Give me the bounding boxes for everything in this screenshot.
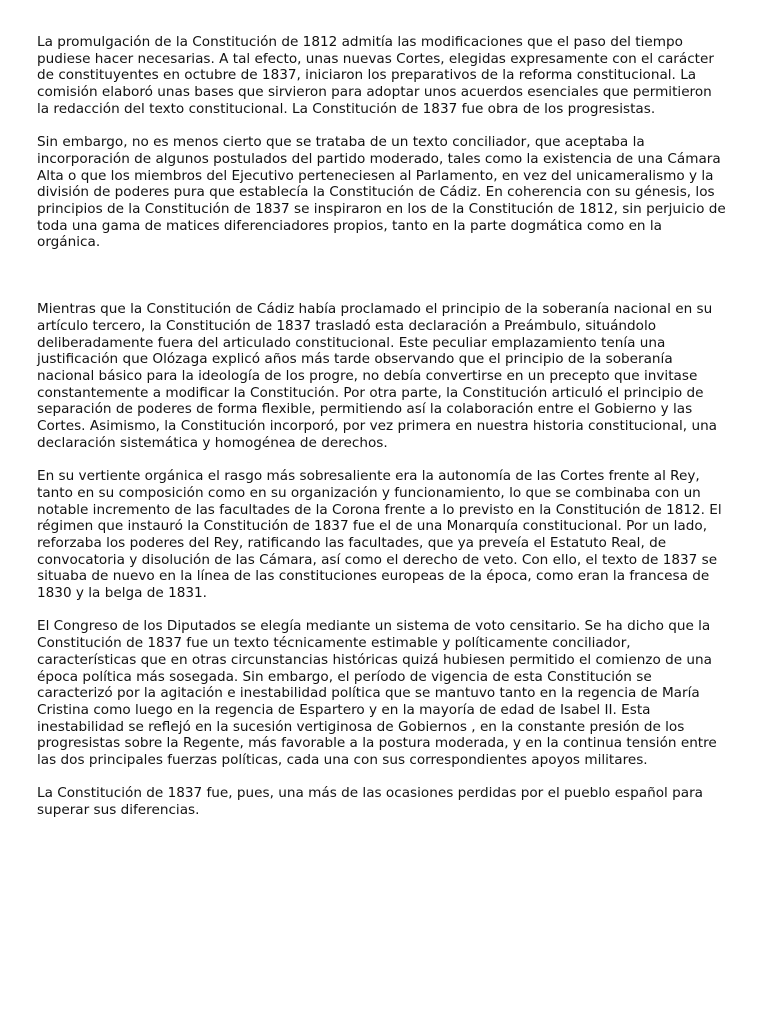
paragraph-4: En su vertiente orgánica el rasgo más sobresaliente era la autonomía de las Cortes frente al Rey, tanto en su composición como en su organización y funcionamiento, lo que se combinaba con un notable incremento de las facultades de la Corona frente a lo previsto en la Constitución de 1812. El régimen que instauró la Constitución de 1837 fue el de una Monarquía constitucional. Por un lado, reforzaba los poderes del Rey, ratificando las facultades, que ya preveía el Estatuto Real, de convocatoria y disolución de las Cámara, así como el derecho de veto. Con ello, el texto de 1837 se situaba de nuevo en la línea de las constituciones europeas de la época, como eran la francesa de 1830 y la belga de 1831. <box>37 468 722 602</box>
paragraph-1: La promulgación de la Constitución de 1812 admitía las modificaciones que el paso del tiempo pudiese hacer necesarias. A tal efecto, unas nuevas Cortes, elegidas expresamente con el carácter de constituyentes en octubre de 1837, iniciaron los preparativos de la reforma constitucional. La comisión elaboró unas bases que sirvieron para adoptar unos acuerdos esenciales que permitieron la redacción del texto constitucional. La Constitución de 1837 fue obra de los progresistas. <box>37 34 714 117</box>
section-spacer <box>37 251 727 301</box>
paragraph-spacer <box>37 602 727 619</box>
paragraph-spacer <box>37 769 727 786</box>
paragraph-5: El Congreso de los Diputados se elegía mediante un sistema de voto censitario. Se ha dicho que la Constitución de 1837 fue un texto técnicamente estimable y políticamente conciliador, características que en otras circunstancias históricas quizá hubiesen permitido el comienzo de una época política más sosegada. Sin embargo, el período de vigencia de esta Constitución se caracterizó por la agitación e inestabilidad política que se mantuvo tanto en la regencia de María Cristina como luego en la regencia de Espartero y en la mayoría de edad de Isabel II. Esta inestabilidad se reflejó en la sucesión vertiginosa de Gobiernos , en la constante presión de los progresistas sobre la Regente, más favorable a la postura moderada, y en la continua tensión entre las dos principales fuerzas políticas, cada una con sus correspondientes apoyos militares. <box>37 618 717 769</box>
document-page <box>37 34 727 819</box>
paragraph-3: Mientras que la Constitución de Cádiz había proclamado el principio de la soberanía nacional en su artículo tercero, la Constitución de 1837 trasladó esta declaración a Preámbulo, situándolo deliberadamente fuera del articulado constitucional. Este peculiar emplazamiento tenía una justificación que Olózaga explicó años más tarde observando que el principio de la soberanía nacional básico para la ideología de los progre, no debía convertirse en un precepto que invitase constantemente a modificar la Constitución. Por otra parte, la Constitución articuló el principio de separación de poderes de forma flexible, permitiendo así la colaboración entre el Gobierno y las Cortes. Asimismo, la Constitución incorporó, por vez primera en nuestra historia constitucional, una declaración sistemática y homogénea de derechos. <box>37 301 718 451</box>
paragraph-2: Sin embargo, no es menos cierto que se trataba de un texto conciliador, que aceptaba la incorporación de algunos postulados del partido moderado, tales como la existencia de una Cámara Alta o que los miembros del Ejecutivo perteneciesen al Parlamento, en vez del unicameralismo y la división de poderes pura que establecía la Constitución de Cádiz. En coherencia con su génesis, los principios de la Constitución de 1837 se inspiraron en los de la Constitución de 1812, sin perjuicio de toda una gama de matices diferenciadores propios, tanto en la parte dogmática como en la orgánica. <box>37 134 726 251</box>
paragraph-6: La Constitución de 1837 fue, pues, una más de las ocasiones perdidas por el pueblo español para superar sus diferencias. <box>37 785 704 819</box>
paragraph-spacer <box>37 118 727 135</box>
paragraph-spacer <box>37 451 727 468</box>
